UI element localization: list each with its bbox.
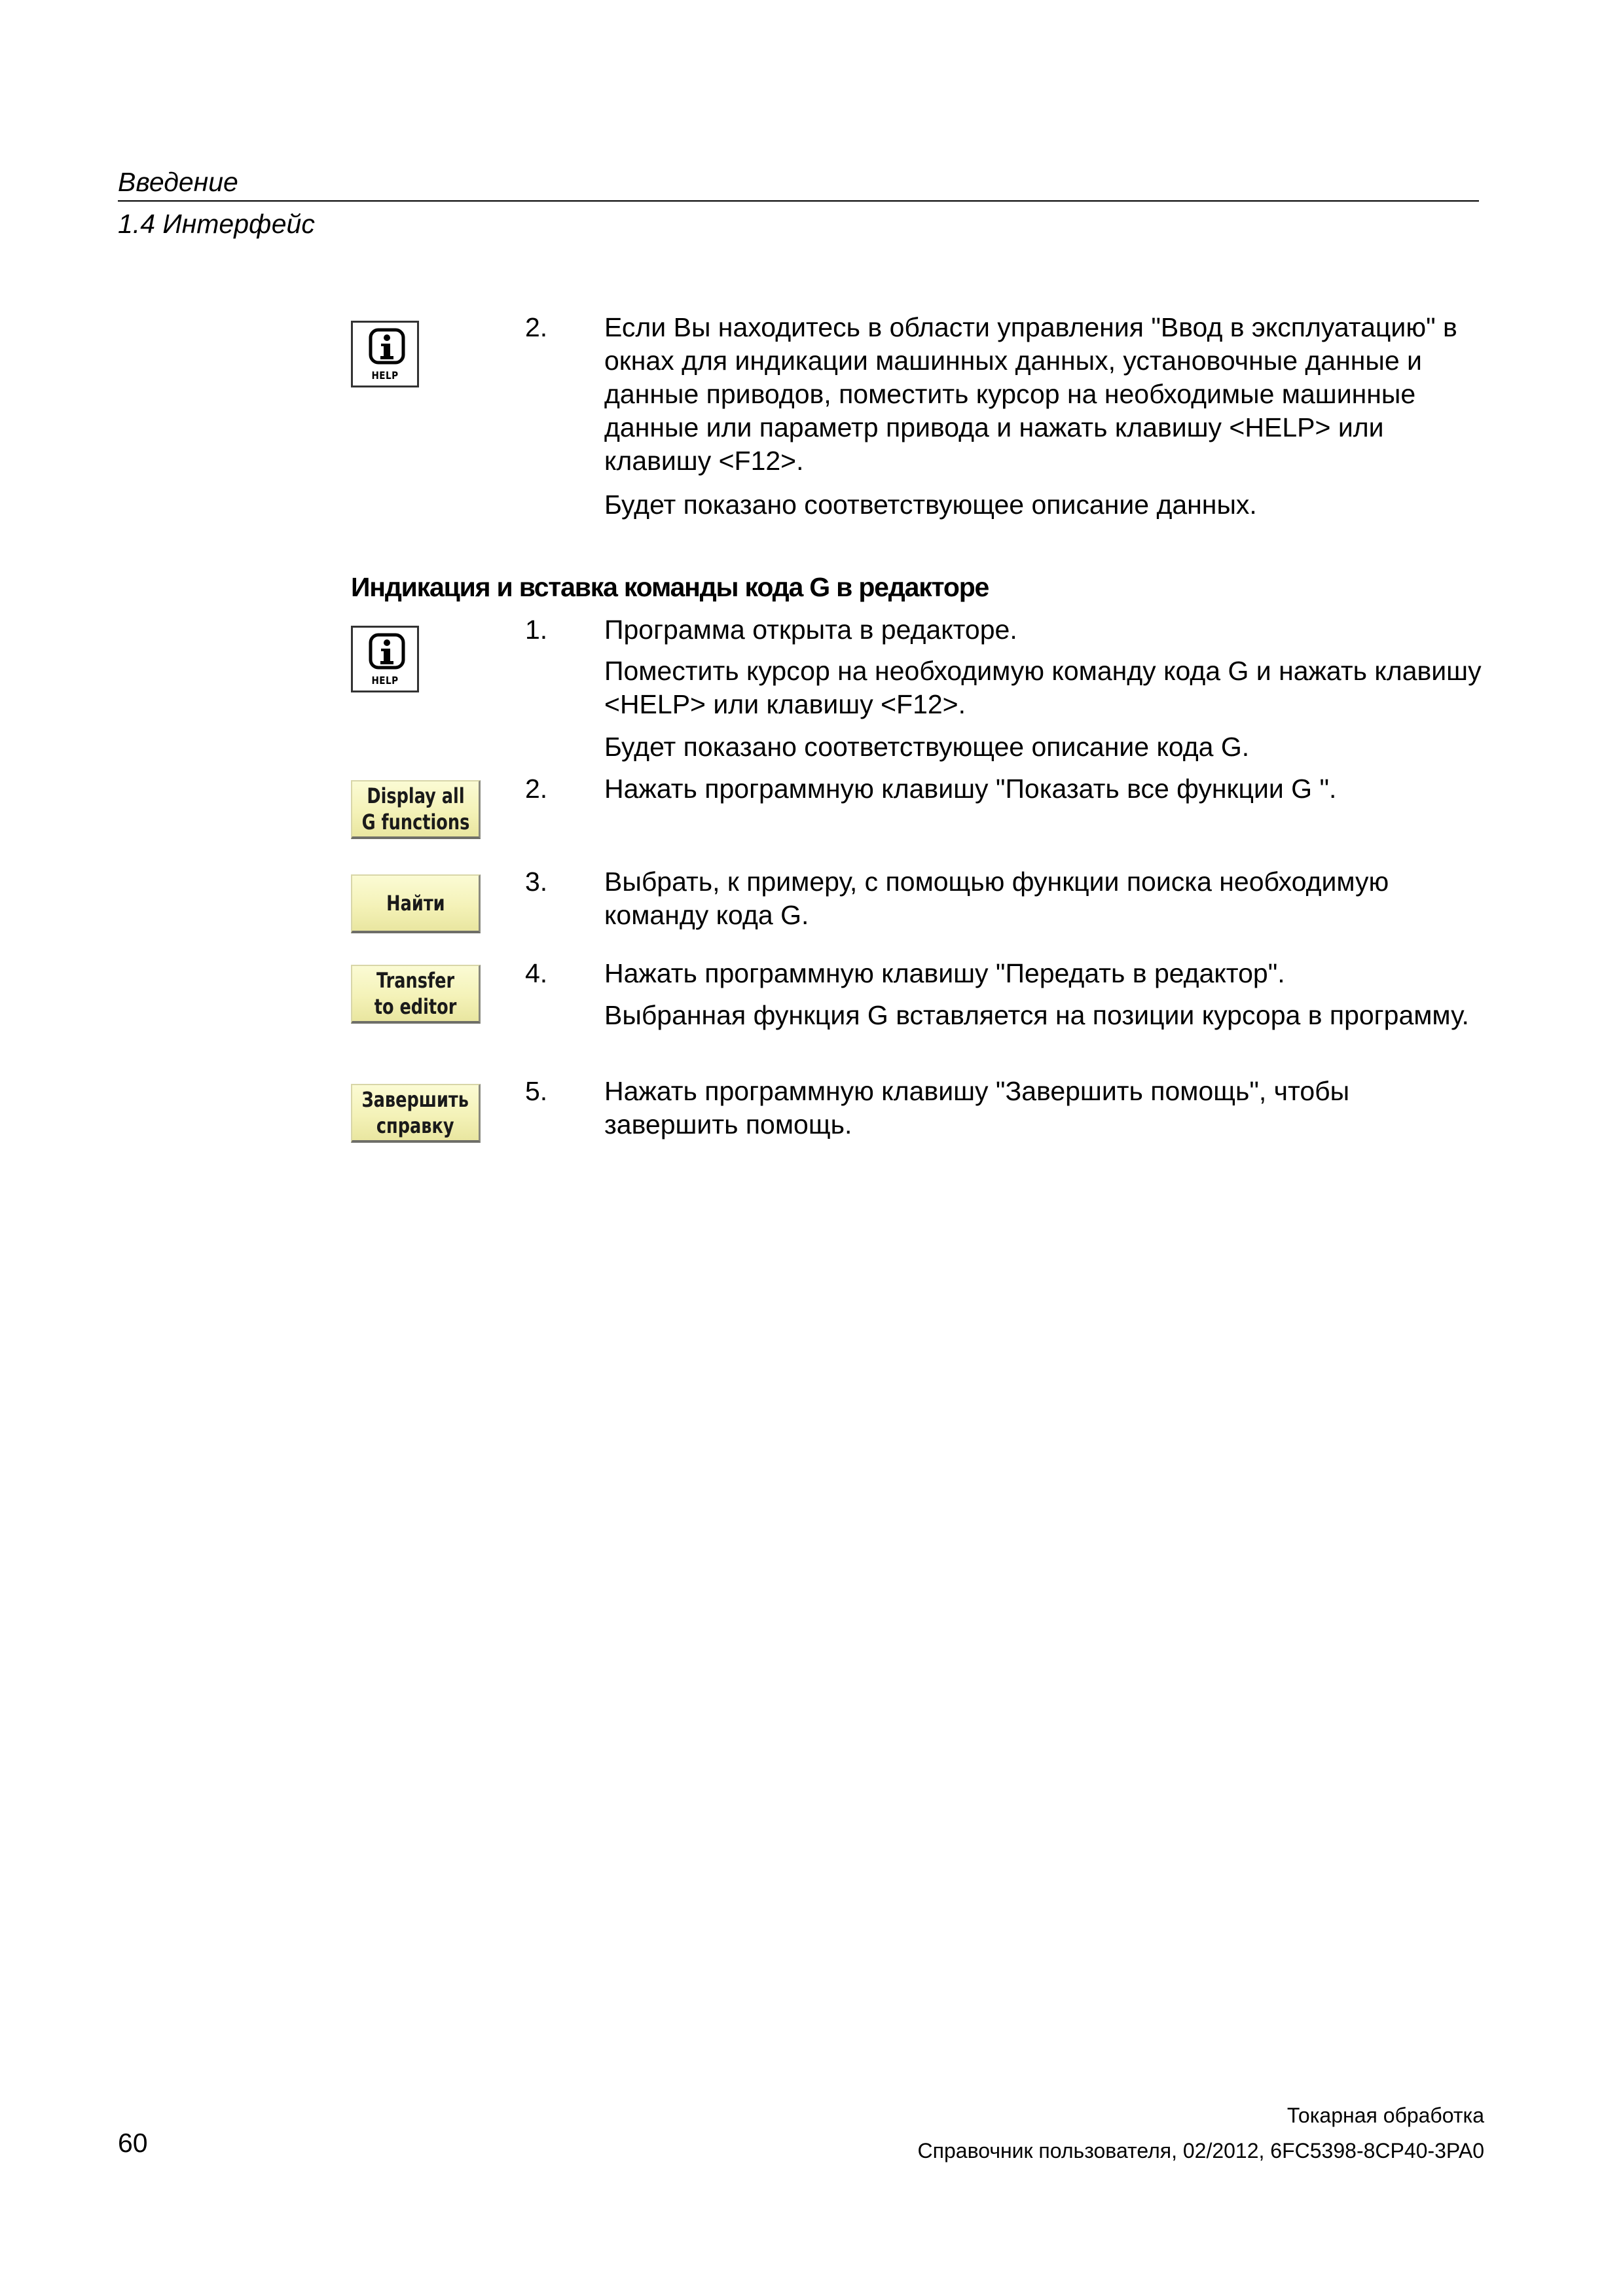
page-number: 60 — [118, 2128, 148, 2158]
step-result: Будет показано соответствующее описание кода G. — [604, 732, 1250, 762]
softkey-label: G functions — [361, 810, 469, 834]
help-key-label: HELP — [371, 369, 399, 382]
finish-help-softkey[interactable] — [351, 1084, 481, 1143]
softkey-label: to editor — [374, 994, 457, 1019]
info-icon — [369, 328, 405, 365]
step-text: Если Вы находитесь в области управления "Ввод в эксплуатацию" в окнах для индикации машинных данных, установочные данные и данные приводов, поместить курсор на необходимые машинные данные или параметр привода и нажать клавишу <HELP> или клавишу <F12>. — [604, 312, 1457, 476]
subsection-heading: Индикация и вставка команды кода G в редакторе — [351, 572, 989, 602]
softkey-label: Transfer — [376, 968, 455, 993]
step-result: Будет показано соответствующее описание данных. — [604, 490, 1257, 520]
step-number: 2. — [525, 774, 548, 804]
display-all-g-functions-softkey[interactable] — [351, 780, 481, 839]
step-text: Нажать программную клавишу "Завершить помощь", чтобы завершить помощь. — [604, 1076, 1350, 1139]
step-number: 3. — [525, 867, 548, 897]
step-text: Нажать программную клавишу "Передать в редактор". — [604, 958, 1285, 988]
header-divider — [118, 200, 1479, 202]
footer-product: Токарная обработка — [1286, 2104, 1484, 2127]
softkey-label: справку — [376, 1113, 454, 1138]
softkey-label: Найти — [386, 891, 445, 916]
transfer-to-editor-softkey[interactable] — [351, 965, 481, 1024]
help-key-label: HELP — [371, 674, 399, 687]
section-title: 1.4 Интерфейс — [118, 209, 315, 239]
step-text: Нажать программную клавишу "Показать все функции G ". — [604, 774, 1337, 804]
info-icon — [369, 633, 405, 670]
find-softkey[interactable] — [351, 874, 481, 933]
step-number: 2. — [525, 312, 548, 342]
step-result: Выбранная функция G вставляется на позиции курсора в программу. — [604, 1000, 1469, 1030]
step-text: Программа открыта в редакторе. — [604, 615, 1017, 645]
help-key-icon — [351, 321, 419, 387]
step-number: 5. — [525, 1076, 548, 1106]
chapter-title: Введение — [118, 167, 238, 197]
step-number: 4. — [525, 958, 548, 988]
step-number: 1. — [525, 615, 548, 645]
step-detail: Поместить курсор на необходимую команду кода G и нажать клавишу <HELP> или клавишу <F12>. — [604, 656, 1482, 719]
softkey-label: Display all — [366, 783, 465, 808]
footer-manual: Справочник пользователя, 02/2012, 6FC5398-8CP40-3PA0 — [917, 2139, 1484, 2162]
softkey-label: Завершить — [361, 1087, 469, 1112]
help-key-icon — [351, 626, 419, 692]
step-text: Выбрать, к примеру, с помощью функции поиска необходимую команду кода G. — [604, 867, 1389, 930]
